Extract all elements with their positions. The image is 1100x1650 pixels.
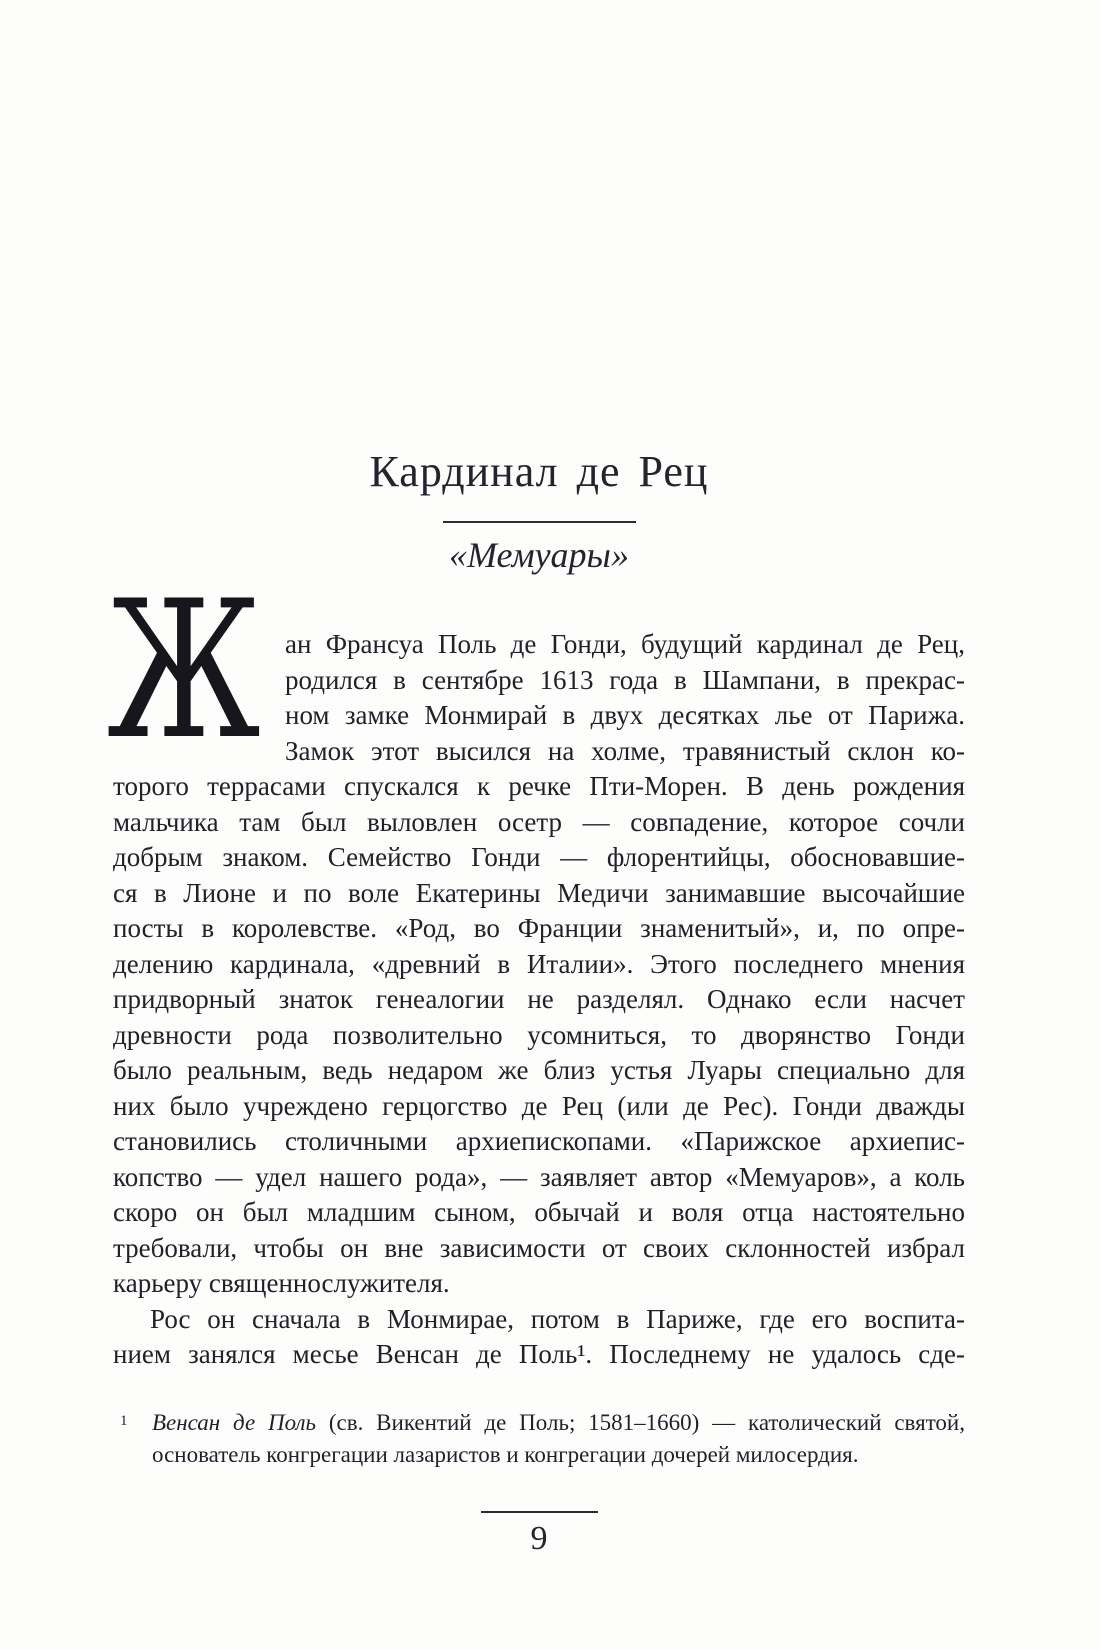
paragraph-1	[107, 560, 965, 1302]
text-line: них было учреждено герцогство де Рец (или де Рес). Гонди дважды	[113, 1090, 965, 1121]
text-line: требовали, чтобы он вне зависимости от своих склонностей избрал	[113, 1232, 965, 1263]
text-line: делению кардинала, «древний в Италии». Этого последнего мнения	[113, 948, 965, 979]
paragraph-2	[113, 1302, 965, 1373]
text-line: древности рода позволительно усомниться, то дворянство Гонди	[113, 1019, 965, 1050]
text-line: ся в Лионе и по воле Екатерины Медичи занимавшие высочайшие	[113, 877, 965, 908]
paragraph-1-lines	[113, 769, 965, 1266]
text-line: добрым знаком. Семейство Гонди — флорентийцы, обосновавшие-	[113, 842, 965, 872]
drop-cap-letter: Ж	[107, 560, 261, 781]
text-line: посты в королевстве. «Род, во Франции знаменитый», и, по опре-	[113, 913, 965, 943]
footnote-name-italic: Венсан де Поль	[152, 1409, 317, 1435]
text-line: ном замке Монмирай в двух десятках лье от Парижа.	[285, 700, 965, 730]
footnote-line1-rest: (св. Викентий де Поль; 1581–1660) — католический святой,	[328, 1409, 965, 1435]
paragraph-1-last-line: карьеру священнослужителя.	[113, 1268, 450, 1298]
body-text	[107, 560, 965, 1373]
footnote-line-2: основатель конгрегации лазаристов и конгрегации дочерей милосердия.	[152, 1442, 859, 1467]
page-number: 9	[530, 1519, 548, 1557]
text-line: становились столичными архиепископами. «Парижское архиепис-	[113, 1126, 965, 1156]
paragraph-2-first-line: Рос он сначала в Монмирае, потом в Париже, где его воспита-	[150, 1303, 965, 1334]
text-line: было реальным, ведь недаром же близ устья Луары специально для	[113, 1055, 965, 1085]
footer-divider-rule	[481, 1511, 598, 1513]
text-line: придворный знаток генеалогии не разделял. Однако если насчет	[113, 984, 965, 1014]
text-line: мальчика там был выловлен осетр — совпадение, которое сочли	[113, 806, 965, 837]
page-content	[107, 0, 965, 1559]
text-line: торого террасами спускался к речке Пти-Морен. В день рождения	[113, 771, 965, 801]
chapter-subtitle: «Мемуары»	[449, 535, 629, 575]
footnote	[113, 1407, 965, 1472]
footnote-line-1	[152, 1407, 965, 1440]
title-divider-rule	[443, 521, 636, 523]
footnote-marker: 1	[120, 1412, 128, 1429]
text-line: родился в сентябре 1613 года в Шампани, в прекрас-	[285, 664, 965, 695]
chapter-title: Кардинал де Рец	[369, 447, 709, 496]
text-line: копство — удел нашего рода», — заявляет автор «Мемуаров», а коль	[113, 1161, 965, 1192]
text-line: ан Франсуа Поль де Гонди, будущий кардинал де Рец,	[285, 629, 965, 659]
paragraph-2-second-line: нием занялся месье Венсан де Поль¹. Последнему не удалось сде-	[113, 1339, 965, 1369]
text-line: скоро он был младшим сыном, обычай и воля отца настоятельно	[113, 1197, 965, 1227]
text-line: Замок этот высился на холме, травянистый склон ко-	[285, 735, 965, 766]
